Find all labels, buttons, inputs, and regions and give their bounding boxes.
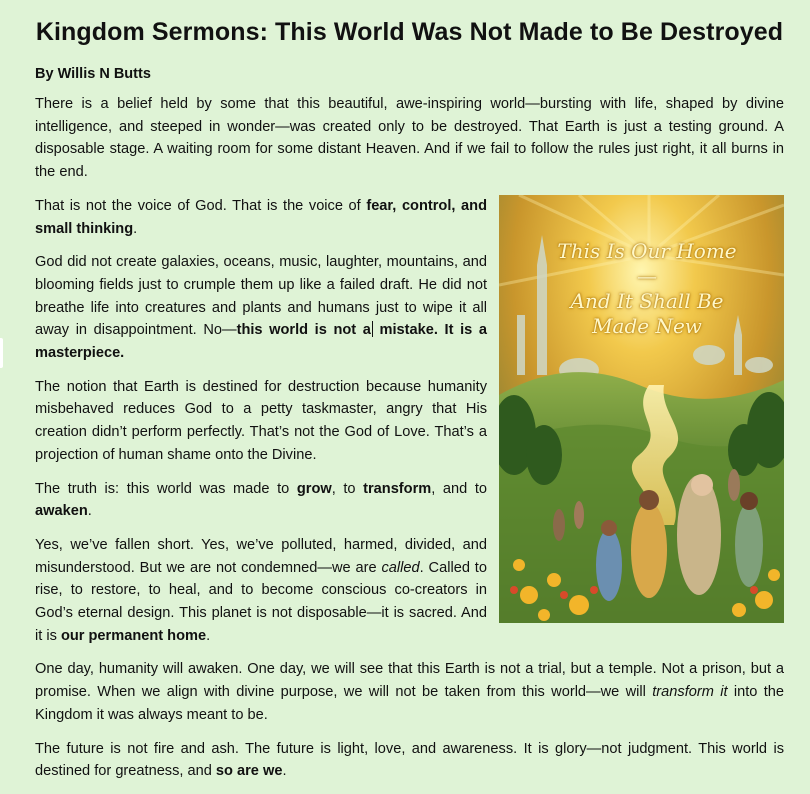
- paragraph-5: The truth is: this world was made to grow, to transform, and to awaken.: [35, 480, 487, 520]
- page-title: Kingdom Sermons: This World Was Not Made to Be Destroyed: [35, 18, 784, 46]
- paragraph-8: The future is not fire and ash. The future is light, love, and awareness. It is glory—not judgment. This world is destined for greatness, and so are we.: [35, 740, 784, 780]
- document-page: [35, 14, 784, 794]
- author-byline: By Willis N Butts: [35, 66, 151, 82]
- illustration-caption: This Is Our Home— And It Shall Be Made New: [557, 238, 737, 338]
- paragraph-6: Yes, we’ve fallen short. Yes, we’ve polluted, harmed, divided, and misunderstood. But we are not condemned—we are called. Called to rise, to restore, to heal, and to become conscious co-creators in God’s eternal design. This planet is not disposable—it is sacred. And it is our permanent home.: [35, 536, 487, 644]
- paragraph-1: There is a belief held by some that this beautiful, awe-inspiring world—bursting with life, shaped by divine intelligence, and steeped in wonder—was created only to be destroyed. That Earth is just a testing ground. A disposable stage. A waiting room for some distant Heaven. And if we fail to follow the rules just right, it all burns in the end.: [35, 96, 784, 181]
- paragraph-3: God did not create galaxies, oceans, music, laughter, mountains, and blooming fields just to crumple them up like a failed draft. He did not breathe life into creatures and plants and humans just to wipe it all away in disappointment. No—this world is not a mistake. It is a masterpiece.: [35, 254, 487, 362]
- paragraph-2: That is not the voice of God. That is the voice of fear, control, and small thinking.: [35, 197, 487, 237]
- paragraph-4: The notion that Earth is destined for destruction because humanity misbehaved reduces God to a petty taskmaster, angry that His creation didn’t perform perfectly. That’s not the God of Love. That’s a projection of human shame onto the Divine.: [35, 378, 487, 463]
- illustration-image[interactable]: [499, 195, 784, 623]
- paragraph-7: One day, humanity will awaken. One day, we will see that this Earth is not a trial, but a temple. Not a prison, but a promise. When we align with divine purpose, we will not be taken from this world—we will transform it into the Kingdom it was always meant to be.: [35, 661, 785, 723]
- left-margin-marker: [0, 338, 3, 368]
